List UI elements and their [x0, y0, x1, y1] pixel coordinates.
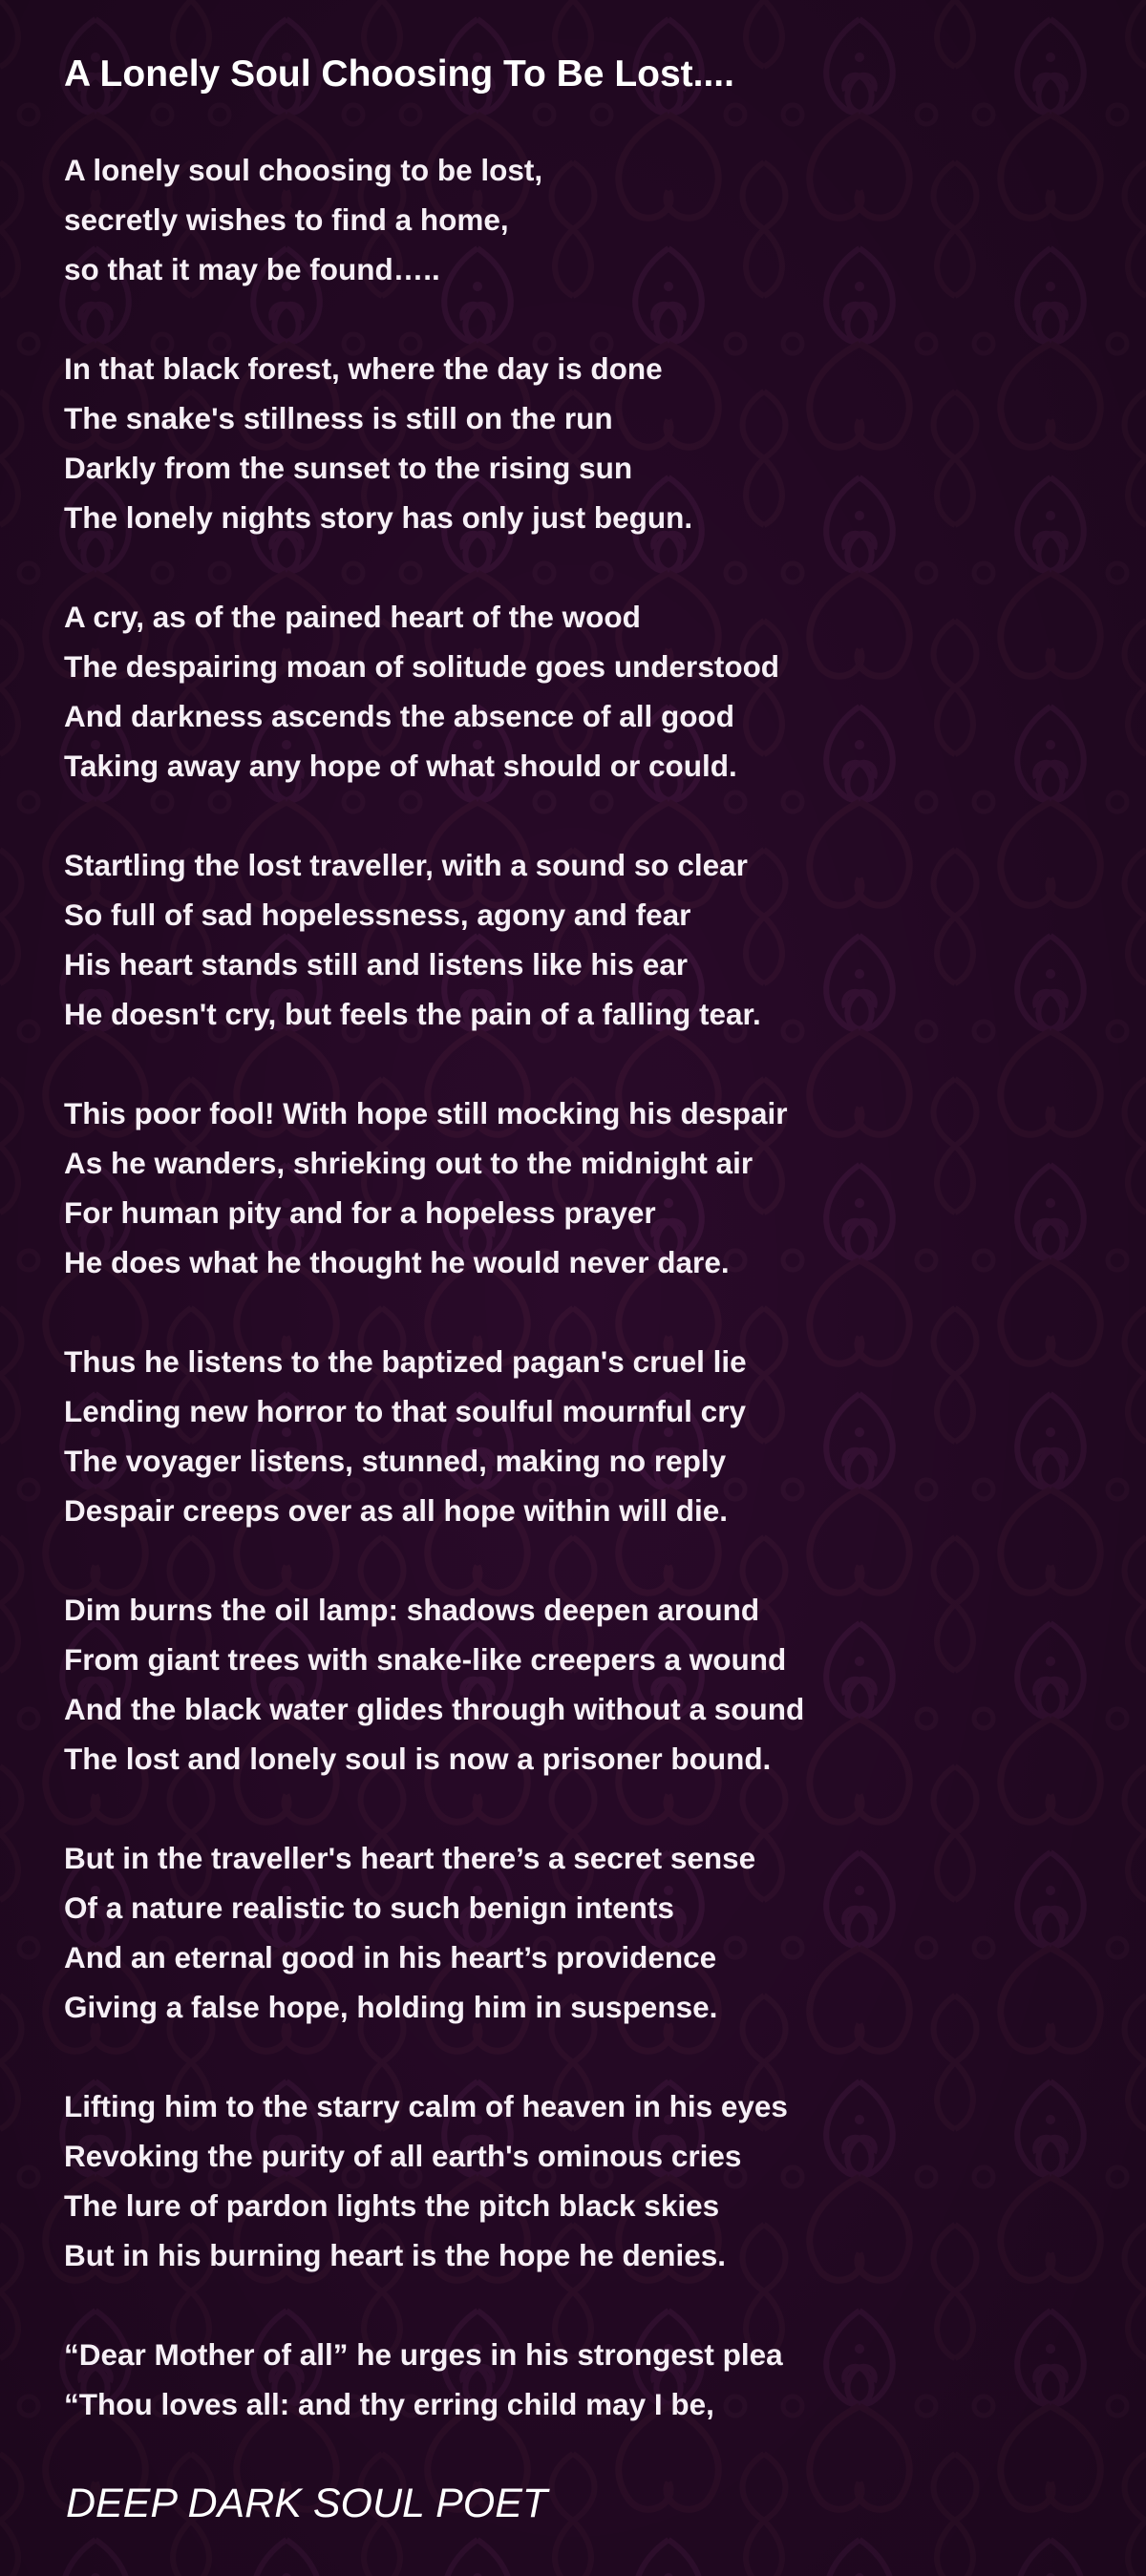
- poem-stanza: [64, 1833, 1095, 2032]
- poem-line: The lost and lonely soul is now a prisoner bound.: [64, 1742, 772, 1776]
- poem-stanza: [64, 145, 1095, 294]
- poem-line: “Dear Mother of all” he urges in his strongest plea: [64, 2337, 783, 2372]
- poem-line: And an eternal good in his heart’s providence: [64, 1940, 717, 1974]
- poem-stanza: [64, 1337, 1095, 1535]
- poem-line: “Thou loves all: and thy erring child may I be,: [64, 2387, 714, 2421]
- poem-stanza: [64, 2081, 1095, 2280]
- poem-line: His heart stands still and listens like his ear: [64, 947, 688, 982]
- poem-line: Despair creeps over as all hope within will die.: [64, 1493, 728, 1528]
- poem-line: Giving a false hope, holding him in suspense.: [64, 1990, 718, 2024]
- poet-name: DEEP DARK SOUL POET: [66, 2481, 548, 2526]
- poem-line: Lifting him to the starry calm of heaven in his eyes: [64, 2089, 788, 2123]
- poem-stanza: [64, 2330, 1095, 2429]
- poem-line: The despairing moan of solitude goes understood: [64, 649, 780, 684]
- poem-line: so that it may be found…..: [64, 252, 440, 286]
- poem-line: And darkness ascends the absence of all good: [64, 699, 734, 733]
- poem-line: Darkly from the sunset to the rising sun: [64, 451, 633, 485]
- poem-line: Taking away any hope of what should or could.: [64, 749, 737, 783]
- poem-line: He doesn't cry, but feels the pain of a falling tear.: [64, 997, 761, 1031]
- poem-line: Thus he listens to the baptized pagan's cruel lie: [64, 1344, 747, 1379]
- poem-stanza: [64, 344, 1095, 542]
- poem-line: Dim burns the oil lamp: shadows deepen around: [64, 1593, 760, 1627]
- poem-line: Startling the lost traveller, with a sound so clear: [64, 848, 748, 882]
- poem-line: A lonely soul choosing to be lost,: [64, 153, 543, 187]
- poem-stanza: [64, 592, 1095, 791]
- poem-stanza: [64, 1585, 1095, 1784]
- poem-line: But in the traveller's heart there’s a secret sense: [64, 1841, 756, 1875]
- poem-line: For human pity and for a hopeless prayer: [64, 1195, 656, 1230]
- poem-line: The voyager listens, stunned, making no reply: [64, 1444, 727, 1478]
- poem-line: As he wanders, shrieking out to the midnight air: [64, 1146, 753, 1180]
- poem-line: The lonely nights story has only just begun.: [64, 500, 693, 535]
- poem-line: Lending new horror to that soulful mournful cry: [64, 1394, 746, 1428]
- poem-title: A Lonely Soul Choosing To Be Lost....: [64, 53, 734, 95]
- poem-stanza: [64, 1088, 1095, 1287]
- poem-line: A cry, as of the pained heart of the wood: [64, 600, 641, 634]
- poem-line: The lure of pardon lights the pitch black skies: [64, 2188, 720, 2223]
- poem-body: [64, 145, 1095, 2479]
- poem-line: The snake's stillness is still on the run: [64, 401, 613, 435]
- poem-line: He does what he thought he would never dare.: [64, 1245, 730, 1279]
- poem-line: From giant trees with snake-like creepers a wound: [64, 1642, 787, 1677]
- poem-line: This poor fool! With hope still mocking his despair: [64, 1096, 788, 1130]
- poem-line: In that black forest, where the day is done: [64, 351, 663, 386]
- poem-line: Of a nature realistic to such benign intents: [64, 1890, 674, 1925]
- poem-line: secretly wishes to find a home,: [64, 202, 509, 237]
- poem-line: But in his burning heart is the hope he denies.: [64, 2238, 727, 2272]
- poem-line: And the black water glides through without a sound: [64, 1692, 805, 1726]
- poem-line: So full of sad hopelessness, agony and fear: [64, 897, 691, 932]
- poem-line: Revoking the purity of all earth's ominous cries: [64, 2139, 742, 2173]
- poem-stanza: [64, 840, 1095, 1039]
